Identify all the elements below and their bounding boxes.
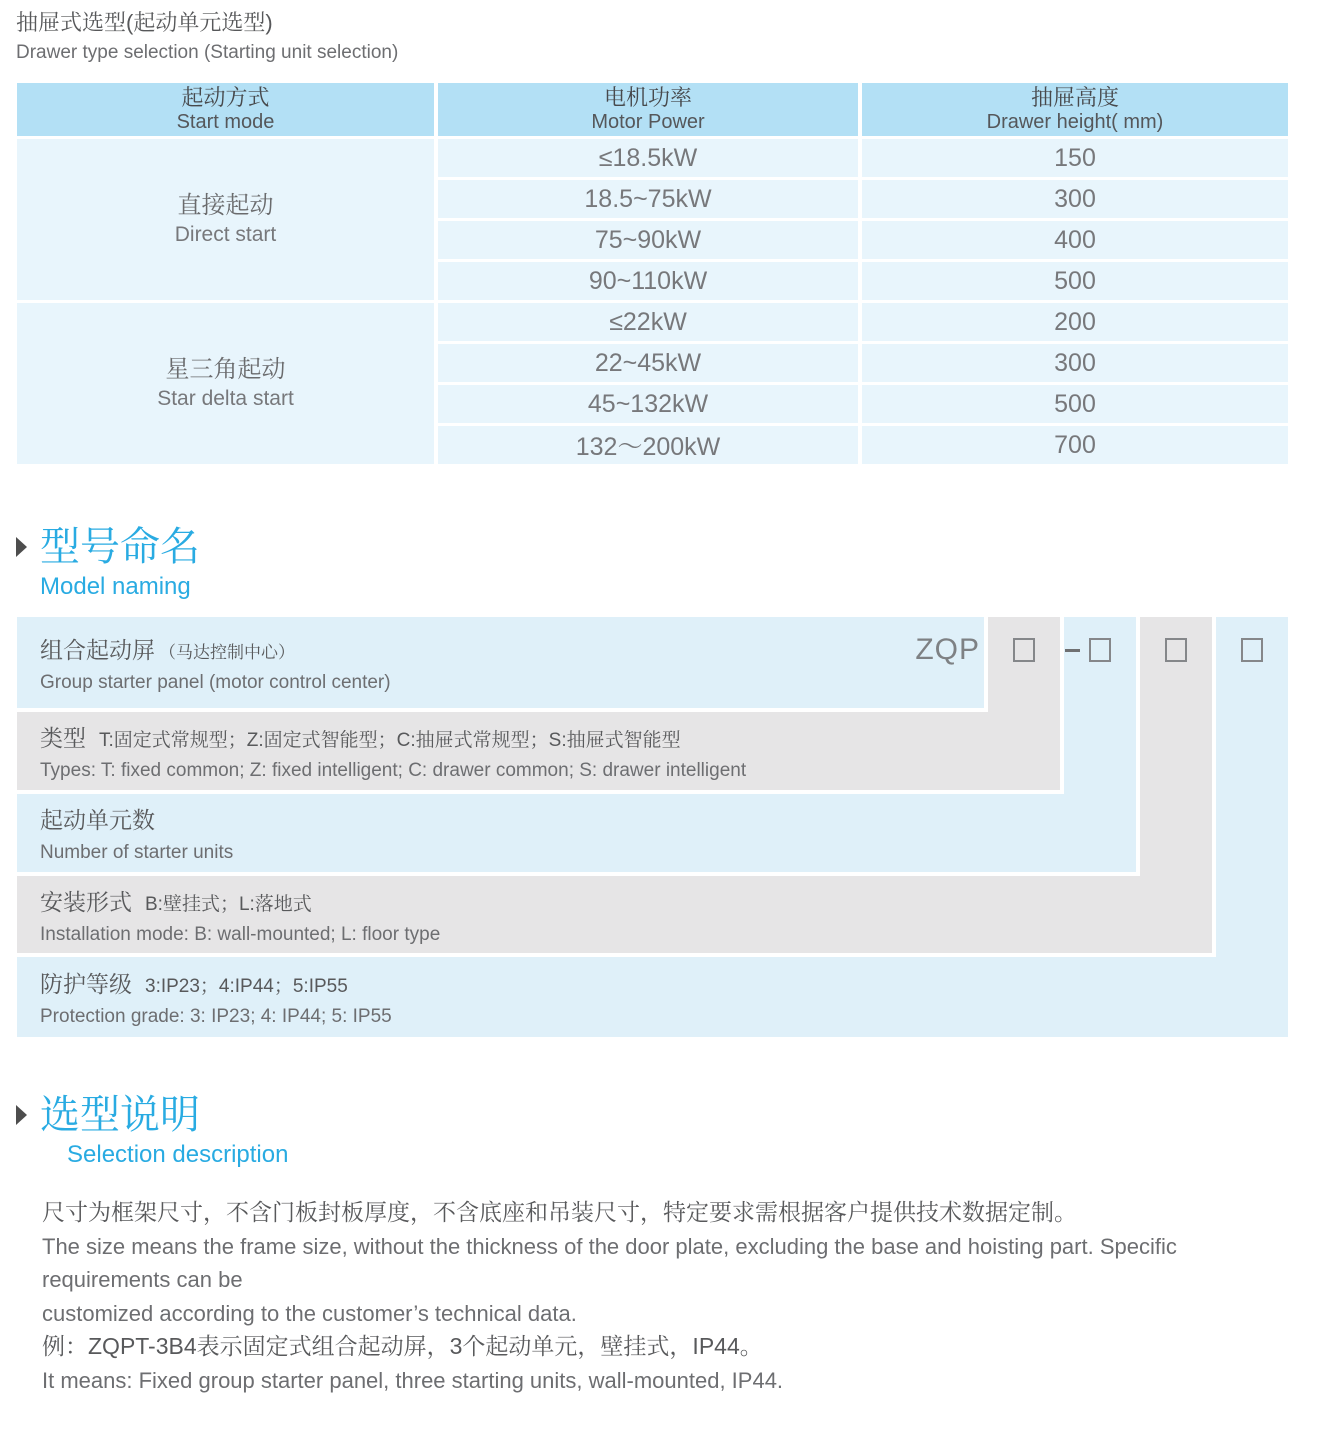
mode-cell-direct-start	[17, 139, 434, 300]
header-start-mode-en: Start mode	[176, 111, 275, 133]
section-title-zh: 选型说明	[40, 1093, 200, 1137]
section-model-naming-text	[40, 524, 200, 602]
header-drawer-height-zh: 抽屉高度	[1030, 85, 1119, 110]
section-model-naming	[16, 524, 200, 602]
desc-line-zh-2: 例：ZQPT-3B4表示固定式组合起动屏，3个起动单元，壁挂式，IP44。	[42, 1333, 763, 1359]
desc-line-zh-1: 尺寸为框架尺寸，不含门板封板厚度，不含底座和吊装尺寸，特定要求需根据客户提供技术数据定制。	[42, 1199, 1077, 1225]
header-start-mode-zh: 起动方式	[181, 85, 270, 110]
page-title-zh: 抽屉式选型(起动单元选型)	[16, 10, 273, 35]
section-title-en: Selection description	[67, 1141, 289, 1168]
row1-label-zh: 组合起动屏	[40, 636, 155, 663]
triangle-bullet-icon	[16, 537, 27, 557]
row4-detail-zh: B:壁挂式；L:落地式	[145, 893, 312, 915]
power-cell: 22~45kW	[438, 344, 858, 382]
section-selection-text	[40, 1092, 288, 1170]
height-cell: 150	[862, 139, 1288, 177]
diagram-row-installation-mode	[17, 876, 1212, 953]
row1-label-en: Group starter panel (motor control center)	[40, 671, 391, 693]
desc-line-en-3: It means: Fixed group starter panel, three starting units, wall-mounted, IP44.	[42, 1367, 784, 1393]
header-motor-power-en: Motor Power	[591, 111, 705, 133]
row2-detail-zh: T:固定式常规型；Z:固定式智能型；C:抽屉式常规型；S:抽屉式智能型	[99, 730, 681, 751]
mode-direct-zh: 直接起动	[177, 192, 274, 219]
header-motor-power-zh: 电机功率	[603, 85, 692, 110]
desc-line-en-1: The size means the frame size, without the thickness of the door plate, excluding the base and hoisting part. Specific requirements can be	[42, 1233, 1177, 1292]
power-cell: 18.5~75kW	[438, 180, 858, 218]
code-box-installation	[1165, 638, 1187, 662]
row4-label-zh: 安装形式	[40, 888, 132, 915]
section-title-zh: 型号命名	[40, 525, 200, 569]
triangle-bullet-icon	[16, 1105, 27, 1125]
section-title-en: Model naming	[40, 573, 191, 600]
height-cell: 400	[862, 221, 1288, 259]
row5-detail-zh: 3:IP23；4:IP44；5:IP55	[145, 976, 348, 997]
mode-cell-star-delta	[17, 303, 434, 464]
power-cell: 75~90kW	[438, 221, 858, 259]
mode-star-delta-en: Star delta start	[157, 387, 294, 410]
mode-direct-en: Direct start	[174, 223, 277, 246]
code-box-units	[1089, 638, 1111, 662]
drawer-height-column	[862, 139, 1288, 464]
power-cell: 90~110kW	[438, 262, 858, 300]
power-cell: ≤22kW	[438, 303, 858, 341]
power-cell: 132～200kW	[438, 426, 858, 464]
table-header-row	[17, 83, 1288, 136]
row2-label-en: Types: T: fixed common; Z: fixed intelligent; C: drawer common; S: drawer intelligent	[40, 760, 747, 781]
model-naming-diagram	[17, 617, 1288, 1037]
code-box-type	[1013, 638, 1035, 662]
selection-table	[17, 83, 1288, 464]
diagram-row-protection-grade	[17, 957, 1288, 1037]
row4-label-en: Installation mode: B: wall-mounted; L: floor type	[40, 923, 441, 945]
height-cell: 300	[862, 344, 1288, 382]
start-mode-column	[17, 139, 434, 464]
height-cell: 200	[862, 303, 1288, 341]
code-dash	[1065, 649, 1080, 652]
desc-line-en-2: customized according to the customer’s technical data.	[42, 1300, 577, 1326]
header-drawer-height-en: Drawer height( mm)	[986, 111, 1164, 133]
row5-label-en: Protection grade: 3: IP23; 4: IP44; 5: IP55	[40, 1006, 392, 1027]
header-cell-start-mode	[17, 83, 434, 136]
row3-label-zh: 起动单元数	[40, 807, 155, 833]
header-cell-motor-power	[438, 83, 858, 136]
row2-label-zh: 类型	[40, 725, 86, 751]
height-cell: 300	[862, 180, 1288, 218]
height-cell: 700	[862, 426, 1288, 464]
mode-star-delta-zh: 星三角起动	[165, 356, 286, 383]
header-cell-drawer-height	[862, 83, 1288, 136]
height-cell: 500	[862, 262, 1288, 300]
model-code-label: ZQP	[915, 633, 980, 666]
code-box-protection	[1241, 638, 1263, 662]
section-selection-description	[16, 1092, 288, 1170]
motor-power-column	[438, 139, 858, 464]
row5-label-zh: 防护等级	[40, 971, 132, 997]
page-title-en: Drawer type selection (Starting unit selection)	[16, 42, 399, 63]
selection-description-paragraph	[42, 1196, 1290, 1397]
diagram-row-types	[17, 712, 1060, 790]
height-cell: 500	[862, 385, 1288, 423]
code-column-units	[1064, 617, 1136, 872]
diagram-row-starter-units	[17, 794, 1136, 872]
table-body	[17, 139, 1288, 464]
code-column-type	[988, 617, 1060, 790]
power-cell: 45~132kW	[438, 385, 858, 423]
code-column-protection	[1216, 617, 1288, 1037]
row1-detail-zh: （马达控制中心）	[159, 642, 295, 662]
page-title	[16, 8, 398, 66]
row3-label-en: Number of starter units	[40, 842, 234, 863]
diagram-row-group-starter-panel	[17, 617, 984, 708]
code-column-installation	[1140, 617, 1212, 953]
power-cell: ≤18.5kW	[438, 139, 858, 177]
